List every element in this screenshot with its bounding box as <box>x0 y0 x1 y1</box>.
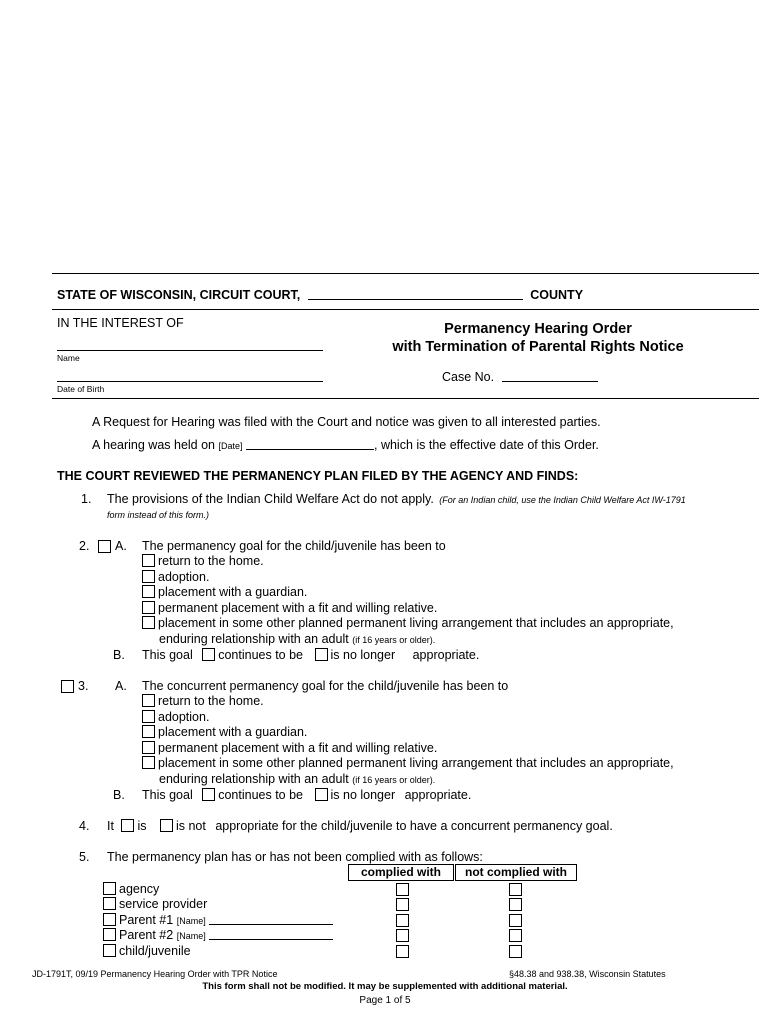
findings-heading: THE COURT REVIEWED THE PERMANENCY PLAN FILED BY THE AGENCY AND FINDS: <box>57 469 579 483</box>
row-checkbox[interactable] <box>103 928 116 941</box>
no-longer-checkbox[interactable] <box>315 788 328 801</box>
continues-checkbox[interactable] <box>202 788 215 801</box>
this-goal-label: This goal <box>142 648 193 662</box>
no-longer-label: is no longer <box>330 788 396 802</box>
is-checkbox[interactable] <box>121 819 134 832</box>
item3-letter-a: A. <box>115 679 127 693</box>
complied-checkbox-child[interactable] <box>396 945 409 958</box>
row-checkbox[interactable] <box>103 913 116 926</box>
item2-goal-text: The permanency goal for the child/juvenile has been to <box>142 539 446 553</box>
item3-option-guardian <box>142 725 307 739</box>
checkbox[interactable] <box>142 694 155 707</box>
item2-option-return <box>142 554 264 568</box>
hearing-prefix: A hearing was held on <box>92 438 216 452</box>
parent1-name-field[interactable] <box>209 924 333 925</box>
item3-letter-b: B. <box>113 788 125 802</box>
compliance-row-child <box>103 944 191 958</box>
item2-goal-status-row <box>142 648 479 662</box>
complied-header: complied with <box>348 864 454 881</box>
option-label: adoption. <box>158 570 210 584</box>
age-note: (if 16 years or older). <box>352 635 436 645</box>
item3-goal-text: The concurrent permanency goal for the child/juvenile has been to <box>142 679 509 693</box>
option-label: adoption. <box>158 710 210 724</box>
option-label: permanent placement with a fit and willing relative. <box>158 741 438 755</box>
item2-letter-b: B. <box>113 648 125 662</box>
in-interest-of-label: IN THE INTEREST OF <box>57 316 184 330</box>
row-label: service provider <box>119 897 208 911</box>
checkbox[interactable] <box>142 756 155 769</box>
this-goal-label: This goal <box>142 788 193 802</box>
item1-row <box>107 492 686 506</box>
name-field[interactable] <box>57 350 323 351</box>
row-checkbox[interactable] <box>103 944 116 957</box>
enduring-text: enduring relationship with an adult <box>159 632 349 646</box>
not-complied-checkbox-provider[interactable] <box>509 898 522 911</box>
item1-text: The provisions of the Indian Child Welfare Act do not apply. <box>107 492 434 506</box>
checkbox[interactable] <box>142 725 155 738</box>
item3-option-other <box>142 756 674 770</box>
option-label: placement in some other planned permanent living arrangement that includes an appropriate, <box>158 756 674 770</box>
age-note: (if 16 years or older). <box>352 775 436 785</box>
statutes: §48.38 and 938.38, Wisconsin Statutes <box>509 969 666 979</box>
checkbox[interactable] <box>142 616 155 629</box>
continues-checkbox[interactable] <box>202 648 215 661</box>
form-id: JD-1791T, 09/19 Permanency Hearing Order with TPR Notice <box>32 969 278 979</box>
form-title-line2: with Termination of Parental Rights Notice <box>392 339 684 355</box>
checkbox[interactable] <box>142 585 155 598</box>
dob-label: Date of Birth <box>57 384 105 394</box>
compliance-row-parent1 <box>103 913 333 927</box>
option-label: placement with a guardian. <box>158 725 308 739</box>
row-checkbox[interactable] <box>103 897 116 910</box>
item3-goal-status-row <box>142 788 471 802</box>
appropriate-label: appropriate. <box>404 788 472 802</box>
case-no-row <box>442 370 598 384</box>
item3-option-adoption <box>142 710 209 724</box>
item4-number: 4. <box>79 819 90 833</box>
case-no-label: Case No. <box>442 370 495 384</box>
item2-option-adoption <box>142 570 209 584</box>
item3-checkbox[interactable] <box>61 680 74 693</box>
item2-enduring-row <box>159 632 435 646</box>
row-label: Parent #1 <box>119 913 174 927</box>
checkbox[interactable] <box>142 570 155 583</box>
hearing-date-field[interactable] <box>246 449 374 450</box>
name-label: Name <box>57 353 80 363</box>
hearing-suffix: , which is the effective date of this Order. <box>374 438 599 452</box>
item3-number: 3. <box>78 679 89 693</box>
complied-checkbox-provider[interactable] <box>396 898 409 911</box>
checkbox[interactable] <box>142 741 155 754</box>
compliance-row-parent2 <box>103 928 333 942</box>
is-label: is <box>137 819 147 833</box>
row-checkbox[interactable] <box>103 882 116 895</box>
continues-label: continues to be <box>218 648 304 662</box>
complied-checkbox-parent1[interactable] <box>396 914 409 927</box>
row-label: Parent #2 <box>119 928 174 942</box>
not-complied-header: not complied with <box>455 864 577 881</box>
continues-label: continues to be <box>218 788 304 802</box>
item2-letter-a: A. <box>115 539 127 553</box>
item3-option-relative <box>142 741 437 755</box>
option-label: permanent placement with a fit and willing relative. <box>158 601 438 615</box>
it-label: It <box>107 819 114 833</box>
compliance-row-agency <box>103 882 159 896</box>
is-not-checkbox[interactable] <box>160 819 173 832</box>
no-longer-checkbox[interactable] <box>315 648 328 661</box>
appropriate-label: appropriate. <box>412 648 480 662</box>
item1-number: 1. <box>81 492 92 506</box>
option-label: placement in some other planned permanent living arrangement that includes an appropriate, <box>158 616 674 630</box>
checkbox[interactable] <box>142 601 155 614</box>
row-label: child/juvenile <box>119 944 191 958</box>
item2-option-relative <box>142 601 437 615</box>
court-label: STATE OF WISCONSIN, CIRCUIT COURT, <box>57 288 301 302</box>
item2-option-guardian <box>142 585 307 599</box>
item3-enduring-row <box>159 772 435 786</box>
caption-rule <box>52 398 759 399</box>
no-longer-label: is no longer <box>330 648 396 662</box>
item4-rest: appropriate for the child/juvenile to have a concurrent permanency goal. <box>215 819 613 833</box>
county-name-field[interactable] <box>308 299 523 300</box>
not-complied-checkbox-agency[interactable] <box>509 883 522 896</box>
item2-number: 2. <box>79 539 90 553</box>
court-line <box>57 288 583 302</box>
request-statement: A Request for Hearing was filed with the Court and notice was given to all interested parties. <box>92 415 601 429</box>
hearing-date-row <box>92 438 599 452</box>
form-title-line1: Permanency Hearing Order <box>444 321 632 337</box>
item5-number: 5. <box>79 850 90 864</box>
not-complied-checkbox-parent1[interactable] <box>509 914 522 927</box>
date-tag: [Date] <box>218 441 243 451</box>
parent2-name-field[interactable] <box>209 939 333 940</box>
option-label: return to the home. <box>158 554 264 568</box>
is-not-label: is not <box>175 819 206 833</box>
checkbox[interactable] <box>142 554 155 567</box>
county-label: COUNTY <box>530 288 584 302</box>
item1-note: (For an Indian child, use the Indian Child Welfare Act IW-1791 <box>439 495 686 505</box>
item1-note-cont: form instead of this form.) <box>107 510 210 520</box>
row-label: agency <box>119 882 160 896</box>
header-rule <box>52 309 759 310</box>
enduring-text: enduring relationship with an adult <box>159 772 349 786</box>
complied-checkbox-agency[interactable] <box>396 883 409 896</box>
page-number: Page 1 of 5 <box>359 995 411 1006</box>
dob-field[interactable] <box>57 381 323 382</box>
not-complied-checkbox-parent2[interactable] <box>509 929 522 942</box>
option-label: return to the home. <box>158 694 264 708</box>
case-no-field[interactable] <box>502 381 598 382</box>
name-tag: [Name] <box>176 931 206 941</box>
complied-checkbox-parent2[interactable] <box>396 929 409 942</box>
option-label: placement with a guardian. <box>158 585 308 599</box>
not-complied-checkbox-child[interactable] <box>509 945 522 958</box>
top-rule <box>52 273 759 274</box>
compliance-row-provider <box>103 897 207 911</box>
checkbox[interactable] <box>142 710 155 723</box>
item5-text: The permanency plan has or has not been complied with as follows: <box>107 850 483 864</box>
item2-checkbox[interactable] <box>98 540 111 553</box>
modification-notice: This form shall not be modified. It may be supplemented with additional material. <box>202 981 568 992</box>
item3-option-return <box>142 694 264 708</box>
item2-option-other <box>142 616 674 630</box>
name-tag: [Name] <box>176 916 206 926</box>
item4-row <box>107 819 613 833</box>
